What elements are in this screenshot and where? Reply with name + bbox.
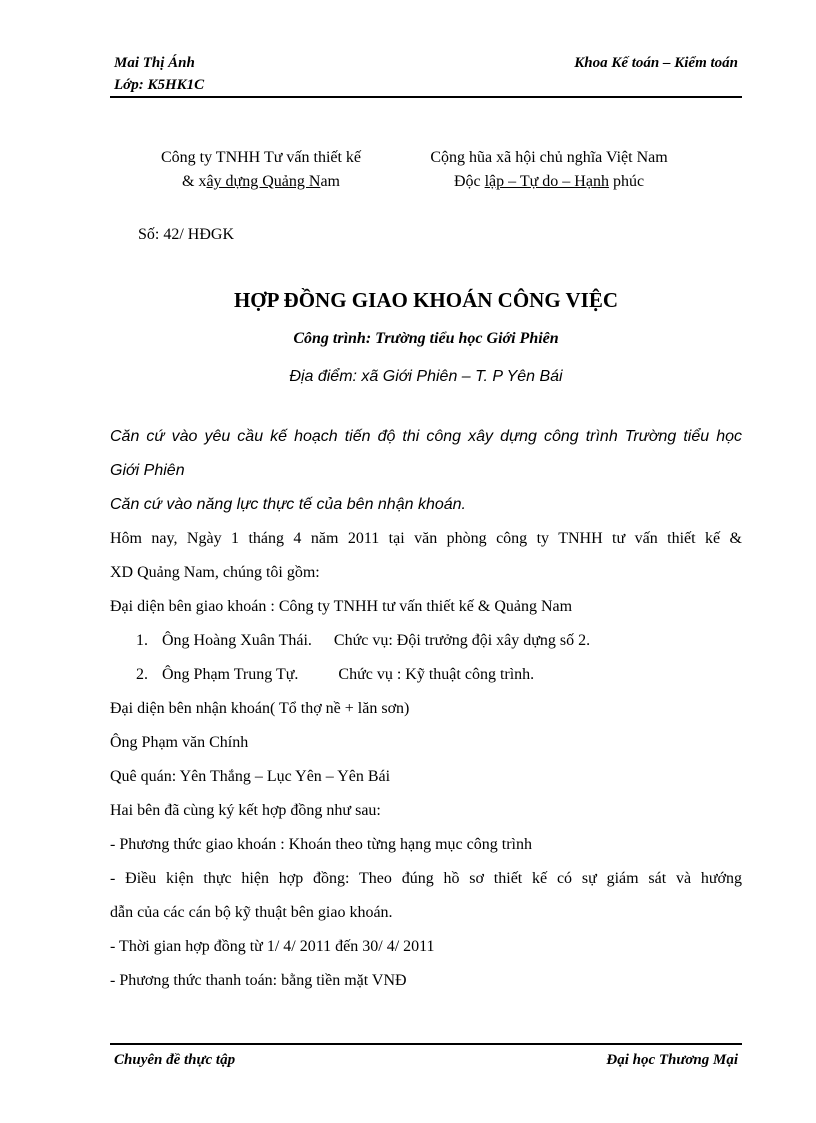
motto-line2-underlined: lập – Tự do – Hạnh bbox=[484, 173, 609, 190]
motto-line1: Cộng hũa xã hội chủ nghĩa Việt Nam bbox=[430, 149, 668, 166]
company-line2 bbox=[126, 170, 396, 194]
giver-item-1 bbox=[110, 624, 742, 658]
agreement-intro: Hai bên đã cùng ký kết hợp đồng như sau: bbox=[110, 802, 381, 819]
project-name: Công trình: Trường tiểu học Giới Phiên bbox=[293, 330, 559, 347]
giver-item-2 bbox=[110, 658, 742, 692]
document-number: Số: 42/ HĐGK bbox=[138, 226, 235, 243]
national-motto-block bbox=[394, 146, 704, 194]
class-name: Lớp: K5HK1C bbox=[114, 77, 205, 93]
company-line2-underlined: ây dựng Quảng N bbox=[206, 173, 321, 190]
today-line2: XD Quảng Nam, chúng tôi gồm: bbox=[110, 564, 320, 581]
term-period: - Thời gian hợp đồng từ 1/ 4/ 2011 đến 30/ 4/ 2011 bbox=[110, 938, 435, 955]
motto-line2 bbox=[394, 170, 704, 194]
company-line1: Công ty TNHH Tư vấn thiết kế bbox=[160, 149, 362, 166]
project-location: Địa điểm: xã Giới Phiên – T. P Yên Bái bbox=[289, 368, 563, 385]
basis-capacity: Căn cứ vào năng lực thực tế của bên nhận khoán. bbox=[110, 496, 466, 513]
receiver-name: Ông Phạm văn Chính bbox=[110, 734, 249, 751]
item-role: Chức vụ : Kỹ thuật công trình. bbox=[338, 666, 535, 683]
term-conditions-line1: - Điều kiện thực hiện hợp đồng: Theo đúng hồ sơ thiết kế có sự giám sát và hướng bbox=[110, 870, 742, 887]
item-name: Ông Hoàng Xuân Thái. bbox=[162, 632, 312, 649]
hometown: Quê quán: Yên Thắng – Lục Yên – Yên Bái bbox=[110, 768, 391, 785]
item-number: 2. bbox=[136, 666, 148, 683]
term-method: - Phương thức giao khoán : Khoán theo từng hạng mục công trình bbox=[110, 836, 532, 853]
basis-line2: Giới Phiên bbox=[110, 462, 185, 479]
term-payment: - Phương thức thanh toán: bằng tiền mặt VNĐ bbox=[110, 972, 407, 989]
footer-right: Đại học Thương Mại bbox=[606, 1052, 738, 1068]
faculty-name: Khoa Kế toán – Kiểm toán bbox=[574, 55, 738, 71]
item-role: Chức vụ: Đội trưởng đội xây dựng số 2. bbox=[333, 632, 591, 649]
page-header-left bbox=[114, 52, 204, 96]
contract-body bbox=[110, 420, 742, 998]
company-line2-b: am bbox=[320, 173, 340, 190]
item-number: 1. bbox=[136, 632, 148, 649]
header-divider bbox=[110, 96, 742, 98]
giver-representative: Đại diện bên giao khoán : Công ty TNHH tư vấn thiết kế & Quảng Nam bbox=[110, 598, 573, 615]
company-line2-a: & x bbox=[182, 173, 207, 190]
author-name: Mai Thị Ánh bbox=[114, 55, 195, 71]
basis-line1: Căn cứ vào yêu cầu kế hoạch tiến độ thi công xây dựng công trình Trường tiểu học bbox=[110, 428, 742, 445]
footer-left: Chuyên đề thực tập bbox=[114, 1052, 236, 1068]
footer-divider bbox=[110, 1043, 742, 1045]
motto-line2-b: phúc bbox=[608, 173, 645, 190]
term-conditions-line2: dẫn của các cán bộ kỹ thuật bên giao khoán. bbox=[110, 904, 393, 921]
today-line1: Hôm nay, Ngày 1 tháng 4 năm 2011 tại văn phòng công ty TNHH tư vấn thiết kế & bbox=[110, 530, 742, 547]
company-block bbox=[126, 146, 396, 194]
contract-title: HỢP ĐỒNG GIAO KHOÁN CÔNG VIỆC bbox=[233, 288, 619, 312]
receiver-representative: Đại diện bên nhận khoán( Tổ thợ nề + lăn sơn) bbox=[110, 700, 410, 717]
item-name: Ông Phạm Trung Tự. bbox=[162, 666, 299, 683]
motto-line2-a: Độc bbox=[453, 173, 485, 190]
